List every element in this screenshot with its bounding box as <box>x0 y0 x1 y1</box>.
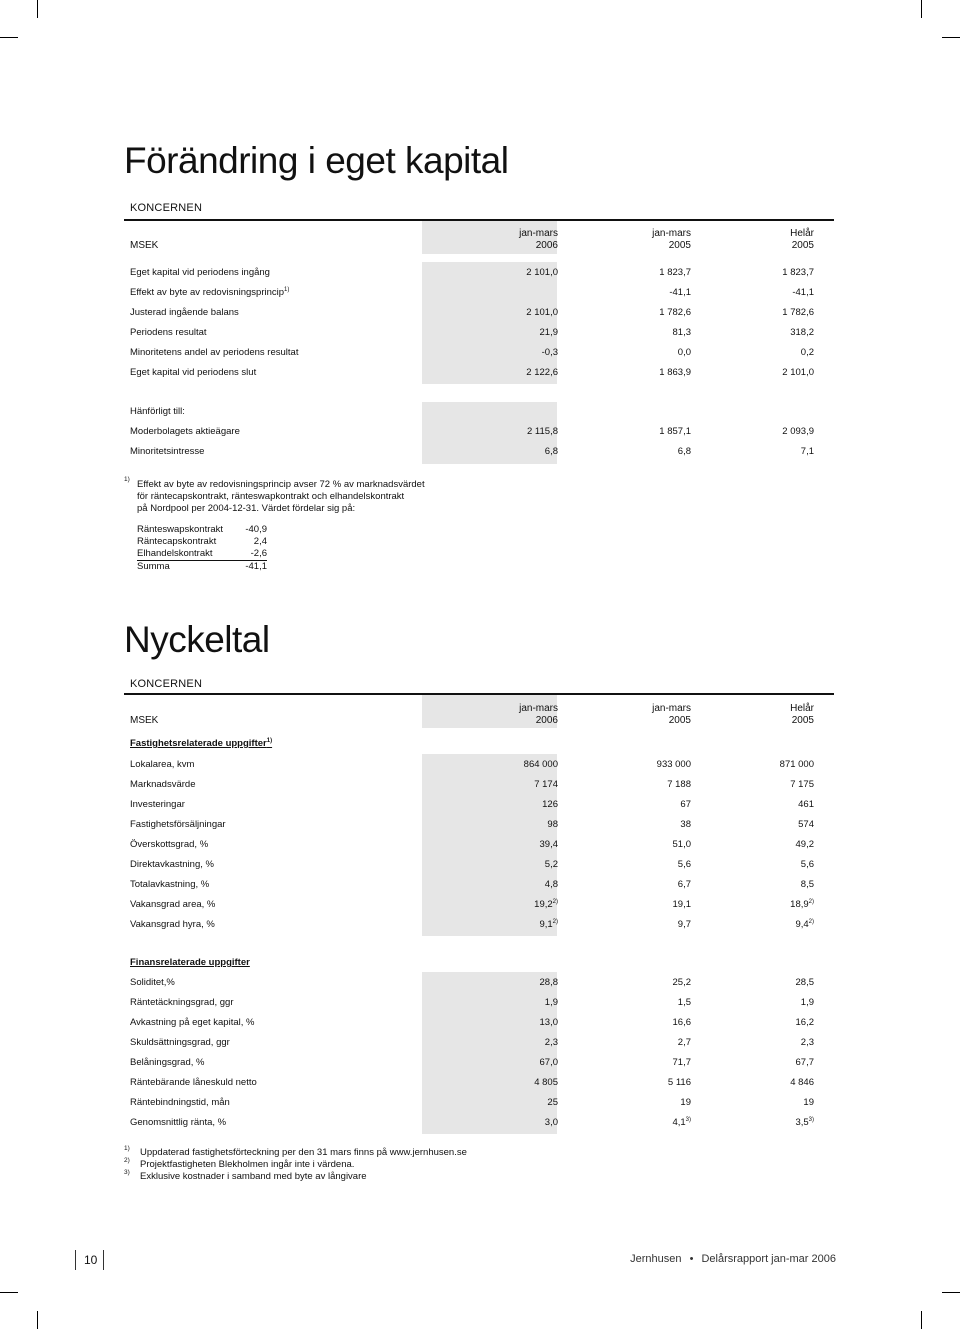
footer-company: Jernhusen <box>630 1253 682 1265</box>
footer-separator: • <box>689 1253 694 1265</box>
footnote-line: för räntecapskontrakt, ränteswapkontrakt och elhandelskontrakt <box>137 491 405 502</box>
footnote-ref: 2) <box>552 899 558 905</box>
value-text: 38 <box>680 819 691 830</box>
row-label <box>130 895 215 915</box>
value-text: 871 000 <box>779 759 814 770</box>
value-text: 16,6 <box>672 1017 691 1028</box>
breakdown-row <box>137 548 267 561</box>
value-cell <box>801 993 814 1013</box>
col-period: Helår <box>790 228 814 239</box>
col-period: jan-mars <box>652 703 691 714</box>
value-text: 2 101,0 <box>782 367 814 378</box>
crop-mark <box>0 37 18 38</box>
footnote-text: Uppdaterad fastighetsförteckning per den 31 mars finns på www.jernhusen.se <box>140 1147 467 1158</box>
row-label <box>130 815 226 835</box>
value-text: 67,0 <box>539 1057 558 1068</box>
table-row <box>124 303 834 323</box>
value-cell <box>673 323 692 343</box>
value-text: 9,7 <box>677 919 691 930</box>
row-label-text: Belåningsgrad, % <box>130 1057 205 1068</box>
kpi-title: Nyckeltal <box>124 619 270 660</box>
footnote-mark: 1) <box>124 476 130 483</box>
row-label <box>130 283 289 303</box>
table-row <box>124 1033 834 1053</box>
value-cell <box>657 755 691 775</box>
crop-mark <box>942 1292 960 1293</box>
value-text: 39,4 <box>539 839 558 850</box>
footnote-ref: 2) <box>552 919 558 925</box>
table-row <box>124 795 834 815</box>
value-cell <box>678 1033 691 1053</box>
value-cell <box>803 1093 814 1113</box>
value-cell <box>547 1093 558 1113</box>
col-year: 2006 <box>535 240 558 251</box>
kpi-group-label: KONCERNEN <box>130 678 203 690</box>
value-cell <box>790 323 814 343</box>
table-row <box>124 775 834 795</box>
row-label-text: Räntetäckningsgrad, ggr <box>130 997 234 1008</box>
value-text: 5,6 <box>677 859 691 870</box>
row-label <box>130 363 256 383</box>
value-text: 7 188 <box>667 779 691 790</box>
table-row <box>124 1073 834 1093</box>
unit-label: MSEK <box>130 715 159 726</box>
row-label <box>130 1053 204 1073</box>
row-label-text: Räntebindningstid, mån <box>130 1097 230 1108</box>
footnote-text <box>137 479 537 515</box>
value-text: 5,2 <box>544 859 558 870</box>
table-row <box>124 363 834 383</box>
table-row <box>124 263 834 283</box>
value-cell <box>782 263 814 283</box>
value-cell <box>680 1093 691 1113</box>
row-label <box>130 1013 254 1033</box>
footnote-ref: 1) <box>284 287 290 293</box>
table-row <box>124 815 834 835</box>
table-row <box>124 835 834 855</box>
col-year: 2005 <box>668 715 691 726</box>
value-cell <box>795 1113 814 1133</box>
value-text: 98 <box>547 819 558 830</box>
page-number: 10 <box>84 1253 98 1267</box>
row-label-text: Investeringar <box>130 799 185 810</box>
value-text: 574 <box>798 819 814 830</box>
value-cell <box>673 835 692 855</box>
row-label <box>130 993 234 1013</box>
value-cell <box>801 343 814 363</box>
value-text: 4,1 <box>672 1117 686 1128</box>
col-period: jan-mars <box>652 228 691 239</box>
value-cell <box>659 363 691 383</box>
value-text: 28,8 <box>539 977 558 988</box>
value-cell <box>782 363 814 383</box>
value-text: 19,2 <box>534 899 553 910</box>
col-header <box>790 228 814 252</box>
value-text: 3,0 <box>544 1117 558 1128</box>
breakdown-value: -41,1 <box>245 561 267 572</box>
value-text: 13,0 <box>539 1017 558 1028</box>
value-cell <box>796 1053 815 1073</box>
table-row <box>124 442 834 462</box>
row-label <box>130 1033 230 1053</box>
col-header <box>652 228 691 252</box>
value-cell <box>798 795 814 815</box>
value-cell <box>667 775 691 795</box>
property-heading <box>130 734 272 754</box>
value-text: 1 782,6 <box>659 307 691 318</box>
value-cell <box>547 815 558 835</box>
row-label-text: Marknadsvärde <box>130 779 196 790</box>
value-text: 21,9 <box>539 327 558 338</box>
table-row <box>124 895 834 915</box>
footnote-mark: 1) <box>124 1145 130 1152</box>
value-text: 51,0 <box>672 839 691 850</box>
value-text: 19 <box>803 1097 814 1108</box>
row-label-text: Genomsnittlig ränta, % <box>130 1117 227 1128</box>
row-label-text: Skuldsättningsgrad, ggr <box>130 1037 230 1048</box>
value-text: 1 823,7 <box>782 267 814 278</box>
value-text: 1,9 <box>800 997 814 1008</box>
value-cell <box>545 855 558 875</box>
page-number-bar-left <box>75 1250 76 1270</box>
value-text: 18,9 <box>790 899 809 910</box>
row-label-text: Fastighetsförsäljningar <box>130 819 226 830</box>
col-header <box>790 703 814 727</box>
value-cell <box>678 343 691 363</box>
value-cell <box>668 1073 691 1093</box>
row-label <box>130 263 270 283</box>
row-label <box>130 1093 230 1113</box>
value-text: 1,5 <box>677 997 691 1008</box>
attrib-heading <box>124 402 834 422</box>
value-text: 2 122,6 <box>526 367 558 378</box>
value-cell <box>526 263 558 283</box>
footnote-line: Effekt av byte av redovisningsprincip avser 72 % av marknadsvärdet <box>137 479 425 490</box>
value-cell <box>534 895 558 915</box>
breakdown-label: Summa <box>137 561 170 572</box>
row-label-text: Vakansgrad hyra, % <box>130 919 215 930</box>
value-text: 126 <box>542 799 558 810</box>
value-cell <box>680 795 691 815</box>
value-cell <box>540 835 559 855</box>
value-text: 28,5 <box>795 977 814 988</box>
value-cell <box>782 303 814 323</box>
value-text: 8,5 <box>800 879 814 890</box>
value-cell <box>659 303 691 323</box>
footer-text <box>630 1253 836 1265</box>
table-row <box>124 1093 834 1113</box>
value-text: 2,7 <box>677 1037 691 1048</box>
equity-column-header <box>124 222 834 252</box>
breakdown-label: Räntecapskontrakt <box>137 536 217 547</box>
row-label-text: Överskottsgrad, % <box>130 839 209 850</box>
row-label-text: Direktavkastning, % <box>130 859 214 870</box>
value-text: -0,3 <box>541 347 558 358</box>
value-cell <box>790 775 814 795</box>
table-row <box>124 323 834 343</box>
value-cell <box>795 915 814 935</box>
value-cell <box>540 323 559 343</box>
value-text: 5,6 <box>800 859 814 870</box>
crop-mark <box>942 37 960 38</box>
value-text: 2,3 <box>800 1037 814 1048</box>
value-text: 1 823,7 <box>659 267 691 278</box>
col-year: 2006 <box>535 715 558 726</box>
value-cell <box>790 895 814 915</box>
footnote-ref: 2) <box>808 899 814 905</box>
row-label <box>130 755 194 775</box>
value-cell <box>539 915 558 935</box>
value-text: 25,2 <box>672 977 691 988</box>
footnote-ref: 1) <box>266 738 273 744</box>
breakdown-value: -2,6 <box>250 548 267 559</box>
value-text: -41,1 <box>669 287 691 298</box>
table-row <box>124 1013 834 1033</box>
footnote-ref: 3) <box>808 1117 814 1123</box>
row-label <box>130 323 207 343</box>
value-text: 5 116 <box>667 1077 691 1088</box>
value-cell <box>540 973 559 993</box>
value-cell: 6,8 <box>544 446 558 457</box>
table-row <box>124 973 834 993</box>
footnote-mark: 2) <box>124 1157 130 1164</box>
col-period: jan-mars <box>519 228 558 239</box>
value-text: 81,3 <box>672 327 691 338</box>
crop-mark <box>37 1311 38 1329</box>
row-label <box>130 915 215 935</box>
row-label-text: Minoritetens andel av periodens resultat <box>130 347 299 358</box>
value-text: 67 <box>680 799 691 810</box>
value-cell <box>678 915 691 935</box>
crop-mark <box>921 0 922 18</box>
value-text: 25 <box>547 1097 558 1108</box>
table-row <box>124 1113 834 1133</box>
col-period: jan-mars <box>519 703 558 714</box>
value-cell <box>542 795 558 815</box>
page-number-bar-right <box>103 1250 104 1270</box>
breakdown-label: Elhandelskontrakt <box>137 548 213 559</box>
col-year: 2005 <box>668 240 691 251</box>
breakdown-value: -40,9 <box>245 524 267 535</box>
row-label-text: Eget kapital vid periodens ingång <box>130 267 270 278</box>
col-year: 2005 <box>791 715 814 726</box>
row-label-text: Totalavkastning, % <box>130 879 210 890</box>
equity-title: Förändring i eget kapital <box>124 140 509 181</box>
col-year: 2005 <box>791 240 814 251</box>
value-text: 7 174 <box>534 779 558 790</box>
value-cell <box>545 1033 558 1053</box>
value-cell <box>673 1013 692 1033</box>
value-cell <box>801 875 814 895</box>
value-text: 933 000 <box>656 759 691 770</box>
row-label-text: Eget kapital vid periodens slut <box>130 367 257 378</box>
value-text: 2,3 <box>544 1037 558 1048</box>
value-cell <box>534 775 558 795</box>
row-label-text: Räntebärande låneskuld netto <box>130 1077 257 1088</box>
unit-label: MSEK <box>130 240 159 251</box>
value-cell <box>540 1053 559 1073</box>
footnote-ref: 3) <box>685 1117 691 1123</box>
value-text: -41,1 <box>792 287 814 298</box>
value-cell <box>534 1073 558 1093</box>
value-text: 3,5 <box>795 1117 809 1128</box>
row-label-text: Periodens resultat <box>130 327 207 338</box>
value-text: 6,7 <box>677 879 691 890</box>
footer-report: Delårsrapport jan-mar 2006 <box>701 1253 836 1265</box>
table-row <box>124 422 834 442</box>
breakdown-value: 2,4 <box>253 536 267 547</box>
col-period: Helår <box>790 703 814 714</box>
value-text: 9,4 <box>795 919 809 930</box>
value-cell <box>678 855 691 875</box>
value-cell <box>798 815 814 835</box>
value-cell <box>678 993 691 1013</box>
value-cell <box>680 815 691 835</box>
value-cell <box>526 303 558 323</box>
value-text: 9,1 <box>539 919 553 930</box>
breakdown-row <box>137 536 267 548</box>
row-label-text: Avkastning på eget kapital, % <box>130 1017 255 1028</box>
value-text: 0,2 <box>800 347 814 358</box>
value-cell <box>801 1033 814 1053</box>
table-row <box>124 343 834 363</box>
table-row <box>124 1053 834 1073</box>
value-cell <box>659 263 691 283</box>
row-label: Moderbolagets aktieägare <box>130 426 240 437</box>
property-heading-text: Fastighetsrelaterade uppgifter <box>130 738 267 749</box>
value-cell <box>673 1053 692 1073</box>
value-cell <box>542 343 558 363</box>
crop-mark <box>921 1311 922 1329</box>
row-label <box>130 795 185 815</box>
col-header <box>519 703 558 727</box>
kpi-column-header <box>124 697 834 727</box>
value-text: 16,2 <box>795 1017 814 1028</box>
value-cell <box>780 755 814 775</box>
value-cell <box>526 363 558 383</box>
row-label <box>130 855 214 875</box>
value-text: 1 863,9 <box>659 367 691 378</box>
value-text: 0,0 <box>677 347 691 358</box>
value-cell <box>669 283 691 303</box>
value-cell: 7,1 <box>800 446 814 457</box>
row-label <box>130 775 195 795</box>
breakdown-label: Ränteswapskontrakt <box>137 524 224 535</box>
footnote-ref: 2) <box>808 919 814 925</box>
table-row <box>124 993 834 1013</box>
value-cell <box>796 1013 815 1033</box>
value-text: 67,7 <box>795 1057 814 1068</box>
row-label <box>130 835 208 855</box>
value-text: 864 000 <box>523 759 558 770</box>
row-label-text: Lokalarea, kvm <box>130 759 195 770</box>
value-text: 461 <box>798 799 814 810</box>
row-label <box>130 973 175 993</box>
value-text: 19,1 <box>672 899 691 910</box>
row-label: Minoritetsintresse <box>130 446 205 457</box>
value-cell <box>796 835 815 855</box>
row-label-text: Justerad ingående balans <box>130 307 239 318</box>
footnote-text: Exklusive kostnader i samband med byte av långivare <box>140 1171 367 1182</box>
value-text: 1,9 <box>544 997 558 1008</box>
row-label-text: Vakansgrad area, % <box>130 899 216 910</box>
value-text: 71,7 <box>672 1057 691 1068</box>
breakdown-row <box>137 524 267 536</box>
value-cell <box>524 755 558 775</box>
value-text: 7 175 <box>790 779 814 790</box>
attrib-heading-text: Hänförligt till: <box>130 406 185 417</box>
crop-mark <box>37 0 38 18</box>
table-row <box>124 915 834 935</box>
value-text: 4 805 <box>534 1077 558 1088</box>
value-cell <box>673 973 692 993</box>
col-header <box>519 228 558 252</box>
value-text: 19 <box>680 1097 691 1108</box>
value-cell <box>673 895 692 915</box>
value-text: 1 782,6 <box>782 307 814 318</box>
value-cell: 2 115,8 <box>527 426 558 437</box>
row-label <box>130 1073 257 1093</box>
value-cell <box>790 1073 814 1093</box>
row-label-text: Effekt av byte av redovisningsprincip <box>130 287 285 298</box>
footnote-line: på Nordpool per 2004-12-31. Värdet fördelar sig på: <box>137 503 356 514</box>
footnote-mark: 3) <box>124 1169 130 1176</box>
table-row <box>124 855 834 875</box>
table-row <box>124 755 834 775</box>
value-cell <box>796 973 815 993</box>
value-cell <box>792 283 814 303</box>
col-header <box>652 703 691 727</box>
value-cell <box>545 875 558 895</box>
value-text: 2 101,0 <box>526 307 558 318</box>
value-cell <box>678 875 691 895</box>
finance-heading: Finansrelaterade uppgifter <box>130 957 250 968</box>
value-cell: 2 093,9 <box>782 426 814 437</box>
table-row <box>124 283 834 303</box>
breakdown-total-row <box>137 561 267 573</box>
value-cell <box>545 993 558 1013</box>
equity-group-label: KONCERNEN <box>130 202 203 214</box>
row-label <box>130 875 209 895</box>
value-cell: 1 857,1 <box>659 426 691 437</box>
value-text: 49,2 <box>795 839 814 850</box>
value-cell <box>545 1113 558 1133</box>
crop-mark <box>0 1292 18 1293</box>
footnote-text: Projektfastigheten Blekholmen ingår inte i värdena. <box>140 1159 355 1170</box>
table-row <box>124 875 834 895</box>
row-label <box>130 1113 226 1133</box>
value-text: 318,2 <box>790 327 814 338</box>
row-label <box>130 343 298 363</box>
value-cell <box>540 1013 559 1033</box>
value-cell <box>801 855 814 875</box>
row-label-text: Soliditet,% <box>130 977 175 988</box>
value-cell <box>672 1113 691 1133</box>
value-cell: 6,8 <box>677 446 691 457</box>
value-text: 4,8 <box>544 879 558 890</box>
value-text: 2 101,0 <box>526 267 558 278</box>
value-text: 4 846 <box>790 1077 814 1088</box>
row-label <box>130 303 239 323</box>
